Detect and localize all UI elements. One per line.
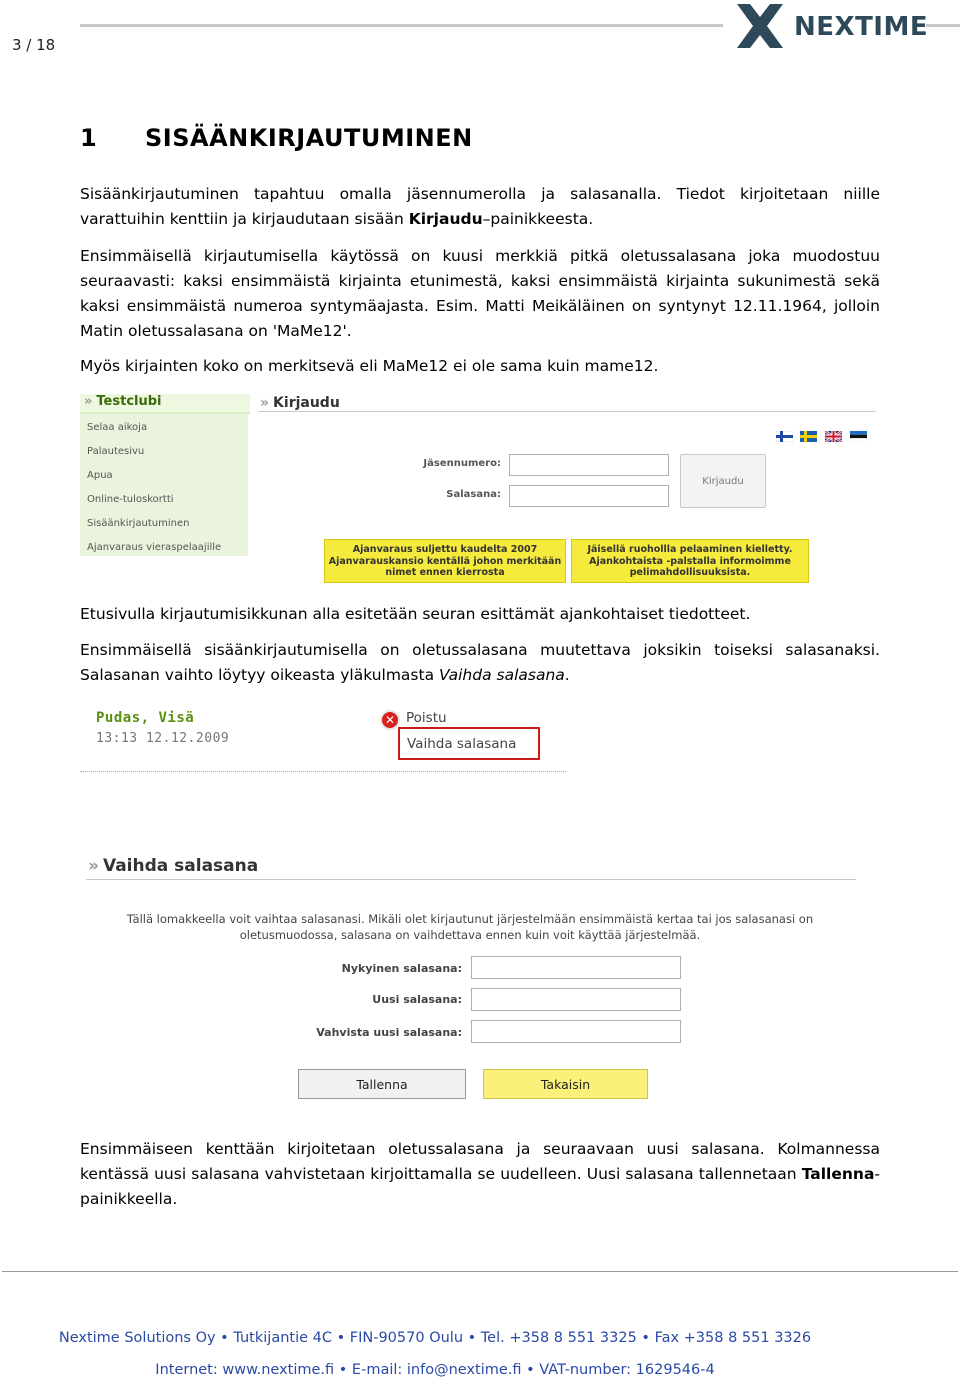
- new-password-label: Uusi salasana:: [372, 993, 462, 1006]
- change-password-divider: [86, 879, 856, 880]
- sidebar-item-online-tuloskortti[interactable]: Online-tuloskortti: [87, 494, 174, 505]
- p1-end: –painikkeesta.: [482, 210, 594, 228]
- back-button[interactable]: Takaisin: [483, 1069, 648, 1099]
- sidebar-title[interactable]: [80, 394, 250, 414]
- sidebar-item-apua[interactable]: Apua: [87, 470, 113, 481]
- paragraph-change-password-intro: [80, 638, 880, 688]
- notice-announcement-2: Jäisellä ruohollla pelaaminen kielletty. Ajankohtaista -palstalla informoimme pelimahdollisuuksista.: [571, 539, 809, 583]
- password-label: Salasana:: [446, 489, 501, 500]
- logout-link[interactable]: Poistu: [406, 710, 447, 726]
- p1-bold: Kirjaudu: [408, 210, 483, 228]
- login-divider: [258, 411, 876, 412]
- p1-text: Sisäänkirjautuminen tapahtuu omalla jäsennumerolla ja salasanalla. Tiedot kirjoitetaan niille varattuihin kenttiin ja kirjaudutaan sisään: [80, 185, 880, 228]
- sidebar-item-sisaankirjautuminen[interactable]: Sisäänkirjautuminen: [87, 518, 190, 529]
- confirm-password-label: Vahvista uusi salasana:: [316, 1026, 462, 1039]
- change-password-link[interactable]: Vaihda salasana: [398, 727, 540, 760]
- sidebar-menu: [80, 414, 248, 556]
- header-rule: [80, 24, 723, 27]
- paragraph-default-password: Ensimmäisellä kirjautumisella käytössä on kuusi merkkiä pitkä oletussalasana joka muodostuu seuraavasti: kaksi ensimmäistä kirjainta etunimestä, kaksi ensimmäistä kirjainta sukunimestä sekä kaksi ensimmäistä numeroa syntymäajasta. Esim. Matti Meikäläinen on syntynyt 12.11.1964, jolloin Matin oletussalasana on 'MaMe12'.: [80, 247, 880, 340]
- section-title: [80, 124, 473, 152]
- paragraph-announcements: Etusivulla kirjautumisikkunan alla esitetään seuran esittämät ajankohtaiset tiedotteet.: [80, 605, 751, 623]
- finnish-flag-icon[interactable]: [776, 431, 793, 442]
- new-password-input[interactable]: [471, 988, 681, 1011]
- swedish-flag-icon[interactable]: [800, 431, 817, 442]
- footer-company-address: Nextime Solutions Oy • Tutkijantie 4C • FIN-90570 Oulu • Tel. +358 8 551 3325 • Fax +358 8 551 3326: [58, 1330, 812, 1346]
- sidebar-title-label: Testclubi: [96, 394, 162, 409]
- page-number: 3 / 18: [12, 36, 56, 54]
- header-rule-right: [926, 24, 960, 27]
- footer-contact: Internet: www.nextime.fi • E-mail: info@nextime.fi • VAT-number: 1629546-4: [155, 1362, 715, 1378]
- change-password-heading: [88, 856, 258, 876]
- sidebar-item-palautesivu[interactable]: Palautesivu: [87, 446, 145, 457]
- logo-text: NEXTIME: [794, 12, 929, 42]
- p5-text: Ensimmäisellä sisäänkirjautumisella on oletussalasana muutettava joksikin toiseksi salasanaksi. Salasanan vaihto löytyy oikeasta yläkulmasta: [80, 641, 880, 684]
- p5-end: .: [564, 666, 570, 684]
- change-password-info: Tällä lomakkeella voit vaihtaa salasanasi. Mikäli olet kirjautunut järjestelmään ensimmäistä kertaa tai jos salasanasi on oletusmuodossa, salasana on vaihdettava ennen kuin voit käyttää järjestelmää.: [126, 912, 814, 942]
- login-button[interactable]: Kirjaudu: [680, 454, 766, 508]
- change-password-heading-text: Vaihda salasana: [102, 856, 259, 876]
- confirm-password-input[interactable]: [471, 1020, 681, 1043]
- nextime-logo-icon: [737, 4, 783, 48]
- section-title-text: SISÄÄNKIRJAUTUMINEN: [145, 124, 473, 152]
- user-name: Pudas, Visä: [96, 710, 195, 726]
- password-input[interactable]: [509, 485, 669, 507]
- footer-rule: [2, 1271, 958, 1272]
- login-timestamp: 13:13 12.12.2009: [96, 731, 230, 746]
- estonian-flag-icon[interactable]: [850, 431, 867, 442]
- sidebar-item-selaa-aikoja[interactable]: Selaa aikoja: [87, 422, 148, 433]
- logout-icon[interactable]: ✕: [380, 710, 400, 730]
- member-number-input[interactable]: [509, 454, 669, 476]
- login-heading-text: Kirjaudu: [273, 395, 340, 411]
- paragraph-login-intro: [80, 182, 880, 232]
- p6-end: -painikkeella.: [80, 1165, 880, 1208]
- member-number-label: Jäsennumero:: [423, 458, 501, 469]
- notice-announcement-1: Ajanvaraus suljettu kaudelta 2007 Ajanvarauskansio kentällä johon merkitään nimet ennen kierrosta: [324, 539, 566, 583]
- chevron-right-icon: »: [88, 856, 99, 876]
- section-number: 1: [80, 124, 98, 152]
- p5-italic: Vaihda salasana: [439, 666, 565, 684]
- sidebar-item-ajanvaraus[interactable]: Ajanvaraus vieraspelaajille: [87, 542, 222, 553]
- login-heading: [260, 395, 340, 411]
- current-password-label: Nykyinen salasana:: [341, 962, 462, 975]
- p6-text: Ensimmäiseen kenttään kirjoitetaan oletussalasana ja seuraavaan uusi salasana. Kolmannessa kentässä uusi salasana vahvistetaan kirjoittamalla se uudelleen. Uusi salasana tallennetaan: [80, 1140, 880, 1183]
- dotted-divider: [80, 771, 566, 772]
- paragraph-case-sensitive: Myös kirjainten koko on merkitsevä eli MaMe12 ei ole sama kuin mame12.: [80, 357, 659, 375]
- paragraph-save-new-password: [80, 1137, 880, 1212]
- chevron-right-icon: »: [260, 395, 270, 411]
- p6-bold: Tallenna: [801, 1165, 875, 1183]
- current-password-input[interactable]: [471, 956, 681, 979]
- save-button[interactable]: Tallenna: [298, 1069, 466, 1099]
- british-flag-icon[interactable]: [825, 431, 842, 442]
- chevron-right-icon: »: [84, 394, 93, 409]
